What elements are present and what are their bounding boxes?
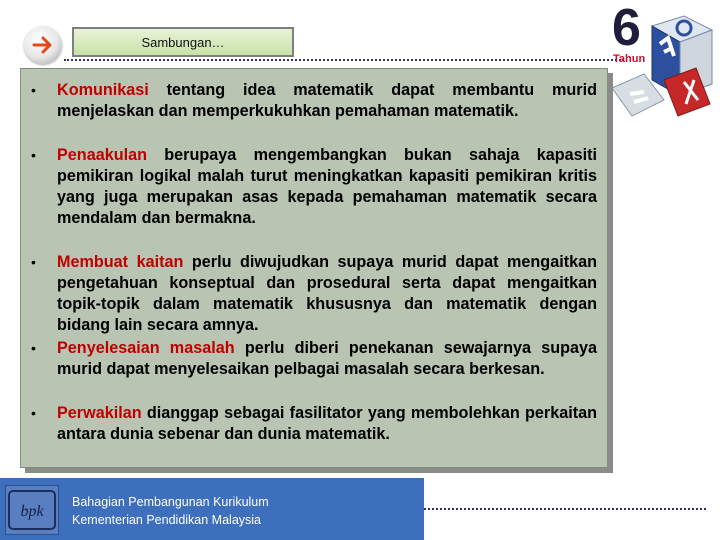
bpk-logo: [5, 485, 59, 535]
bullet: •: [31, 82, 36, 98]
bullet: •: [31, 340, 36, 356]
bpk-logo-text: bpk: [20, 503, 44, 520]
keyword: Penaakulan: [57, 146, 147, 164]
content-panel: [20, 68, 608, 468]
title-divider: [64, 59, 624, 61]
item-text: dianggap sebagai fasilitator yang membolehkan perkaitan antara dunia sebenar dan dunia matematik.: [57, 404, 597, 443]
item-text: perlu diberi penekanan sewajarnya supaya murid dapat menyelesaikan pelbagai masalah secara berkesan.: [57, 339, 598, 378]
list-item: [31, 145, 597, 229]
logo-word: Tahun: [613, 53, 646, 65]
keyword: Perwakilan: [57, 404, 142, 422]
bullet: •: [31, 405, 36, 421]
logo-number: 6: [612, 0, 641, 57]
item-text: tentang idea matematik dapat membantu murid menjelaskan dan memperkukuhkan pemahaman matematik.: [57, 81, 597, 120]
footer-department: Bahagian Pembangunan Kurikulum: [72, 495, 269, 509]
slide-title: [72, 27, 294, 57]
arrow-right-icon: [31, 33, 55, 57]
list-item: [31, 80, 597, 122]
bullet: •: [31, 147, 36, 163]
footer-band: [0, 478, 424, 540]
navigation-arrow-button[interactable]: [24, 26, 62, 64]
slide-title-text: Sambungan…: [141, 34, 225, 50]
bpk-logo-icon: [8, 490, 56, 530]
bullet: •: [31, 254, 36, 270]
keyword: Penyelesaian masalah: [57, 339, 235, 357]
keyword: Komunikasi: [57, 81, 149, 99]
list-item: [31, 252, 597, 336]
keyword: Membuat kaitan: [57, 253, 184, 271]
list-item: [31, 338, 597, 380]
item-text: perlu diwujudkan supaya murid dapat mengaitkan pengetahuan konseptual dan prosedural serta dapat mengaitkan topik-topik dalam matematik khususnya dan matematik dengan bidang lain secara amnya.: [57, 253, 597, 334]
footer-ministry: Kementerian Pendidikan Malaysia: [72, 513, 261, 527]
footer-divider: [424, 508, 706, 510]
item-text: berupaya mengembangkan bukan sahaja kapasiti pemikiran logikal malah turut meningkatkan kapasiti pemikiran kritis yang juga merupakan asas kepada pemahaman matematik secara mendalam dan bermakna.: [57, 146, 597, 227]
list-item: [31, 403, 597, 445]
